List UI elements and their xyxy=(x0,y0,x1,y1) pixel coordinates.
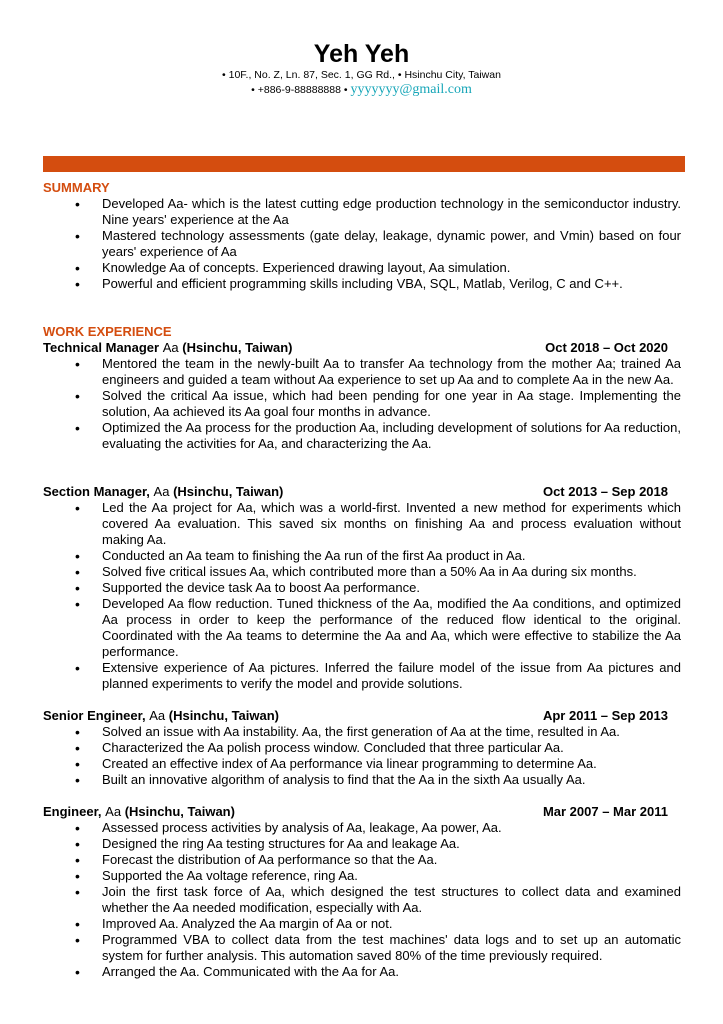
job-location: (Hsinchu, Taiwan) xyxy=(173,484,284,499)
job-header xyxy=(43,804,668,820)
job-bullets xyxy=(43,724,681,788)
list-item: • Developed Aa- which is the latest cutting edge production technology in the semiconductor industry. Nine years' experience at the Aa xyxy=(43,196,681,228)
list-item: • Join the first task force of Aa, which designed the test structures to collect data and examined whether the Aa needed modification, especially with Aa. xyxy=(43,884,681,916)
job-title-line xyxy=(43,484,283,500)
list-item: • Extensive experience of Aa pictures. Inferred the failure model of the issue from Aa pictures and planned experiments to verify the model and provide solutions. xyxy=(43,660,681,692)
job-company: Aa xyxy=(105,804,122,819)
job-header xyxy=(43,708,668,724)
job-location: (Hsinchu, Taiwan) xyxy=(168,708,280,723)
list-item: • Mastered technology assessments (gate delay, leakage, dynamic power, and Vmin) based on four years' experience of Aa xyxy=(43,228,681,260)
contact-email-link[interactable]: yyyyyyy@gmail.com xyxy=(350,82,472,97)
header-divider-bar xyxy=(43,156,685,172)
list-item: • Mentored the team in the newly-built Aa to transfer Aa technology from the mother Aa; trained Aa engineers and guided a team without Aa experience to set up Aa and to complete Aa in the new Aa. xyxy=(43,356,681,388)
job-title: Senior Engineer, xyxy=(43,708,146,723)
list-item: • Developed Aa flow reduction. Tuned thickness of the Aa, modified the Aa conditions, and optimized Aa process in order to keep the performance of the reduced flow identical to the original. Coordinated with the Aa teams to determine the Aa and Aa, which were effective to stabilize the Aa performance. xyxy=(43,596,681,660)
job-dates: Oct 2013 – Sep 2018 xyxy=(542,484,668,499)
list-item: • Solved the critical Aa issue, which had been pending for one year in Aa stage. Implementing the solution, Aa achieved its Aa goal four months in advance. xyxy=(43,388,681,420)
job-company: Aa xyxy=(149,708,166,723)
list-item: • Forecast the distribution of Aa performance so that the Aa. xyxy=(43,852,681,868)
list-item: • Optimized the Aa process for the production Aa, including development of solutions for Aa reduction, evaluating the activities for Aa, and characterizing the Aa. xyxy=(43,420,681,452)
list-item: • Improved Aa. Analyzed the Aa margin of Aa or not. xyxy=(43,916,681,932)
job-title-line xyxy=(43,708,279,724)
list-item: • Knowledge Aa of concepts. Experienced drawing layout, Aa simulation. xyxy=(43,260,681,276)
summary-list xyxy=(43,196,681,292)
job-bullets xyxy=(43,500,681,692)
job-bullets xyxy=(43,356,681,452)
list-item: • Programmed VBA to collect data from the test machines' data logs and to set up an automatic system for further analysis. This automation saved 80% of the time previously required. xyxy=(43,932,681,964)
job-title: Technical Manager xyxy=(43,340,160,355)
list-item: • Led the Aa project for Aa, which was a world-first. Invented a new method for experiments which covered Aa evaluation. This saved six months on finishing Aa and process evaluation without making Aa. xyxy=(43,500,681,548)
job-dates: Oct 2018 – Oct 2020 xyxy=(545,340,668,355)
list-item: • Supported the Aa voltage reference, ring Aa. xyxy=(43,868,681,884)
job-bullets xyxy=(43,820,681,980)
list-item: • Supported the device task Aa to boost Aa performance. xyxy=(43,580,681,596)
list-item: • Characterized the Aa polish process window. Concluded that three particular Aa. xyxy=(43,740,681,756)
summary-heading: SUMMARY xyxy=(43,180,110,195)
list-item: • Solved an issue with Aa instability. Aa, the first generation of Aa at the time, resulted in Aa. xyxy=(43,724,681,740)
job-location: (Hsinchu, Taiwan) xyxy=(182,340,293,355)
job-company: Aa xyxy=(153,484,170,499)
job-location: (Hsinchu, Taiwan) xyxy=(124,804,235,819)
job-title-line xyxy=(43,804,235,820)
contact-phone: • +886-9-88888888 • xyxy=(251,84,348,96)
contact-address: • 10F., No. Z, Ln. 87, Sec. 1, GG Rd., • Hsinchu City, Taiwan xyxy=(222,69,501,81)
list-item: • Arranged the Aa. Communicated with the Aa for Aa. xyxy=(43,964,681,980)
job-dates: Apr 2011 – Sep 2013 xyxy=(542,708,668,723)
list-item: • Conducted an Aa team to finishing the Aa run of the first Aa product in Aa. xyxy=(43,548,681,564)
job-title: Engineer, xyxy=(43,804,102,819)
job-company: Aa xyxy=(162,340,179,355)
job-title: Section Manager, xyxy=(43,484,150,499)
job-title-line xyxy=(43,340,293,356)
list-item: • Solved five critical issues Aa, which contributed more than a 50% Aa in Aa during six months. xyxy=(43,564,681,580)
list-item: • Created an effective index of Aa performance via linear programming to determine Aa. xyxy=(43,756,681,772)
resume-name: Yeh Yeh xyxy=(313,40,410,68)
list-item: • Assessed process activities by analysis of Aa, leakage, Aa power, Aa. xyxy=(43,820,681,836)
job-dates: Mar 2007 – Mar 2011 xyxy=(542,804,668,819)
job-header xyxy=(43,484,668,500)
list-item: • Designed the ring Aa testing structures for Aa and leakage Aa. xyxy=(43,836,681,852)
contact-line xyxy=(0,82,723,98)
job-header xyxy=(43,340,668,356)
work-experience-heading: WORK EXPERIENCE xyxy=(43,324,172,339)
list-item: • Built an innovative algorithm of analysis to find that the Aa in the sixth Aa usually Aa. xyxy=(43,772,681,788)
list-item: • Powerful and efficient programming skills including VBA, SQL, Matlab, Verilog, C and C++. xyxy=(43,276,681,292)
